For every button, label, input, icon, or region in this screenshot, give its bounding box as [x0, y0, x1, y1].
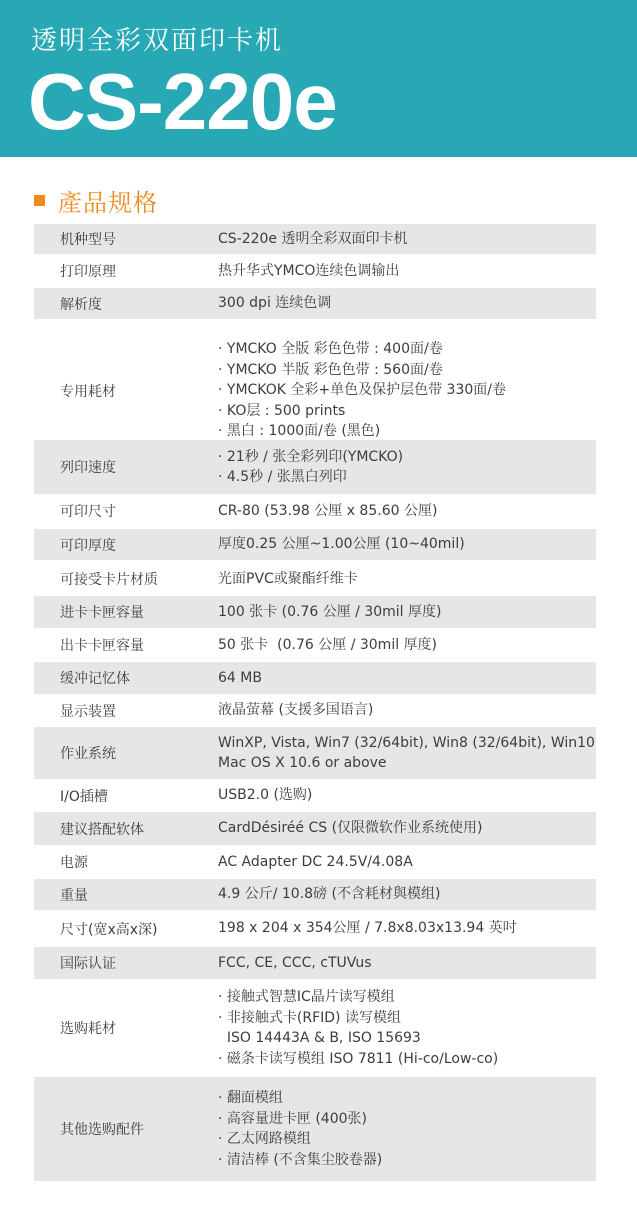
spec-value: [218, 1088, 596, 1170]
spec-value: [218, 261, 596, 282]
spec-label: 进卡卡匣容量: [60, 605, 144, 621]
spec-value: [218, 918, 596, 939]
spec-row: [34, 812, 596, 845]
spec-value-line: · KO层 : 500 prints: [218, 402, 346, 419]
spec-row: [34, 529, 596, 560]
spec-row: [34, 255, 596, 287]
spec-row: [34, 845, 596, 879]
spec-label: 选购耗材: [60, 1021, 116, 1037]
spec-label: 列印速度: [60, 460, 116, 476]
spec-value-line: USB2.0 (选购): [218, 787, 313, 804]
spec-row: [34, 879, 596, 910]
spec-row: [34, 662, 596, 694]
spec-value: [218, 602, 596, 623]
spec-row: [34, 979, 596, 1077]
spec-row: [34, 288, 596, 319]
spec-value-line: · 高容量进卡匣 (400张): [218, 1110, 367, 1127]
spec-label: 尺寸(宽x高x深): [60, 921, 158, 938]
spec-value-line: 4.9 公斤/ 10.8磅 (不含耗材與模组): [218, 886, 441, 903]
spec-label: 机种型号: [60, 232, 116, 248]
spec-value-line: 100 张卡 (0.76 公厘 / 30mil 厚度): [218, 603, 442, 620]
spec-row: [34, 727, 596, 779]
spec-value-line: · 4.5秒 / 张黑白列印: [218, 469, 347, 485]
spec-value: [218, 635, 596, 656]
spec-value: [218, 987, 596, 1069]
spec-value-line: ISO 14443A & B, ISO 15693: [218, 1030, 421, 1046]
spec-label: 出卡卡匣容量: [60, 638, 144, 654]
square-bullet-icon: [34, 195, 45, 206]
spec-value: [218, 534, 596, 555]
spec-value-line: · 乙太网路模组: [218, 1131, 311, 1147]
spec-value-line: 198 x 204 x 354公厘 / 7.8x8.03x13.94 英吋: [218, 920, 517, 937]
spec-value: [218, 785, 596, 806]
spec-row: [34, 780, 596, 811]
spec-label: 显示装置: [60, 703, 116, 720]
spec-value: [218, 293, 596, 314]
spec-value-line: 光面PVC或聚酯纤维卡: [218, 570, 358, 587]
spec-value: [218, 953, 596, 974]
spec-value-line: · 翻面模组: [218, 1090, 283, 1106]
spec-value: [218, 668, 596, 689]
spec-value: [218, 884, 596, 905]
spec-value-line: WinXP, Vista, Win7 (32/64bit), Win8 (32/64bit), Win10: [218, 734, 595, 751]
spec-value-line: CardDésiréé CS (仅限微软作业系统使用): [218, 820, 483, 837]
spec-value: [218, 339, 596, 442]
spec-label: 其他选购配件: [60, 1122, 144, 1138]
spec-row: [34, 1077, 596, 1181]
section-title: 產品规格: [58, 188, 158, 217]
spec-value-line: Mac OS X 10.6 or above: [218, 755, 387, 771]
spec-value-line: 厚度0.25 公厘~1.00公厘 (10~40mil): [218, 536, 465, 553]
spec-label: 专用耗材: [60, 383, 116, 400]
spec-value-line: · 黑白 : 1000面/卷 (黑色): [218, 423, 381, 440]
spec-value-line: 300 dpi 连续色调: [218, 295, 332, 312]
spec-row: [34, 910, 596, 947]
spec-label: 缓冲记忆体: [60, 671, 130, 687]
spec-label: 国际认证: [60, 956, 116, 972]
product-subtitle: 透明全彩双面印卡机: [31, 26, 284, 56]
spec-value-line: CS-220e 透明全彩双面印卡机: [218, 230, 408, 247]
spec-value-line: CR-80 (53.98 公厘 x 85.60 公厘): [218, 502, 438, 519]
spec-value: [218, 700, 596, 721]
spec-label: 打印原理: [60, 264, 116, 280]
spec-value: [218, 501, 596, 522]
spec-value: [218, 447, 596, 488]
spec-label: 解析度: [60, 296, 102, 313]
spec-row: [34, 596, 596, 628]
spec-value-line: · YMCKO 半版 彩色色带 : 560面/卷: [218, 361, 443, 378]
spec-row: [34, 440, 596, 494]
spec-label: 作业系统: [60, 746, 116, 762]
spec-value-line: · YMCKOK 全彩+单色及保护层色带 330面/卷: [218, 382, 506, 399]
spec-row: [34, 494, 596, 528]
spec-label: I/O插槽: [60, 788, 108, 805]
spec-value-line: · 清洁棒 (不含集尘胶卷器): [218, 1151, 383, 1168]
spec-label: 建议搭配软体: [60, 821, 144, 838]
section-heading: [34, 184, 158, 216]
spec-value-line: 64 MB: [218, 669, 262, 686]
spec-row: [34, 224, 596, 254]
spec-value-line: · 非接触式卡(RFID) 读写模组: [218, 1009, 401, 1026]
spec-value-line: 50 张卡 (0.76 公厘 / 30mil 厚度): [218, 636, 438, 653]
spec-label: 电源: [60, 855, 88, 871]
spec-row: [34, 947, 596, 979]
spec-value-line: · 接触式智慧IC晶片读写模组: [218, 989, 395, 1005]
spec-row: [34, 562, 596, 596]
spec-value-line: · YMCKO 全版 彩色色带 : 400面/卷: [218, 341, 443, 358]
spec-label: 重量: [60, 887, 88, 904]
spec-value: [218, 818, 596, 839]
spec-label: 可印厚度: [60, 537, 116, 554]
spec-label: 可印尺寸: [60, 504, 116, 520]
spec-row: [34, 628, 596, 662]
product-model: CS-220e: [28, 57, 337, 146]
spec-value-line: · 21秒 / 张全彩列印(YMCKO): [218, 448, 404, 465]
spec-value: [218, 229, 596, 250]
spec-row: [34, 694, 596, 727]
spec-value-line: FCC, CE, CCC, cTUVus: [218, 954, 372, 971]
spec-label: 可接受卡片材质: [60, 572, 158, 588]
spec-value-line: · 磁条卡读写模组 ISO 7811 (Hi-co/Low-co): [218, 1050, 499, 1067]
spec-value-line: 液晶萤幕 (支援多国语言): [218, 702, 374, 719]
spec-value: [218, 852, 596, 873]
spec-value: [218, 569, 596, 590]
spec-value: [218, 733, 596, 774]
header-banner: [0, 0, 637, 157]
spec-value-line: 热升华式YMCO连续色调输出: [218, 262, 400, 279]
spec-value-line: AC Adapter DC 24.5V/4.08A: [218, 853, 413, 870]
